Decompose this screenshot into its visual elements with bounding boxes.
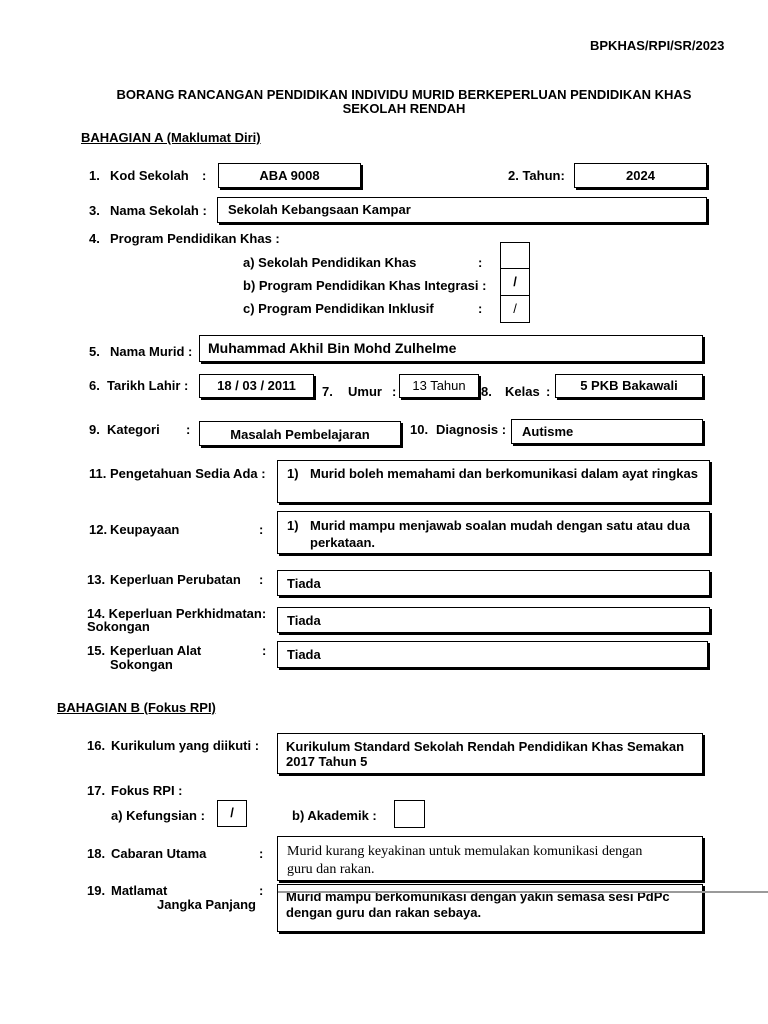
keperluan-perkhidmatan-field[interactable] — [277, 607, 710, 633]
keperluan-perubatan-label: Keperluan Perubatan — [110, 572, 241, 587]
colon: : — [262, 643, 267, 658]
diagnosis-num: 10. — [410, 422, 429, 437]
cabaran-num: 18. — [87, 846, 106, 861]
colon: : — [478, 255, 483, 270]
kurikulum-value-line1: Kurikulum Standard Sekolah Rendah Pendidikan Khas Semakan — [286, 739, 685, 754]
keperluan-perkhidmatan-value: Tiada — [287, 613, 321, 628]
kelas-num: 8. — [481, 384, 492, 399]
kefungsian-label: a) Kefungsian : — [111, 808, 205, 823]
form-title-line1: BORANG RANCANGAN PENDIDIKAN INDIVIDU MURID BERKEPERLUAN PENDIDIKAN KHAS — [116, 87, 692, 102]
kod-sekolah-value: ABA 9008 — [259, 168, 320, 183]
matlamat-num: 19. — [87, 883, 106, 898]
colon: : — [259, 572, 264, 587]
keupayaan-num: 12. — [89, 522, 108, 537]
keupayaan-item-num: 1) — [287, 518, 299, 533]
pengetahuan-value: Murid boleh memahami dan berkomunikasi dalam ayat ringkas — [310, 466, 698, 481]
keperluan-perubatan-field[interactable] — [277, 570, 710, 596]
diagnosis-value: Autisme — [522, 424, 574, 439]
cabaran-value-line1: Murid kurang keyakinan untuk memulakan komunikasi dengan — [287, 844, 643, 859]
colon: : — [259, 883, 264, 898]
keupayaan-field[interactable] — [277, 511, 710, 554]
cabaran-value-line2: guru dan rakan. — [287, 862, 375, 877]
pengetahuan-num: 11. — [89, 466, 107, 481]
umur-value: 13 Tahun — [412, 378, 466, 393]
kategori-num: 9. — [89, 422, 100, 437]
kategori-label: Kategori — [107, 422, 160, 437]
kategori-value: Masalah Pembelajaran — [230, 427, 370, 442]
tahun-label: 2. Tahun: — [508, 168, 565, 183]
colon: : — [546, 384, 551, 399]
kategori-field[interactable] — [199, 421, 401, 446]
tarikh-lahir-label: Tarikh Lahir : — [107, 378, 189, 393]
tahun-field[interactable] — [574, 163, 707, 188]
keupayaan-value-line1: Murid mampu menjawab soalan mudah dengan satu atau dua — [310, 518, 690, 533]
cabaran-label: Cabaran Utama — [111, 846, 207, 861]
kelas-value: 5 PKB Bakawali — [580, 378, 678, 393]
keupayaan-label: Keupayaan — [110, 522, 180, 537]
matlamat-label-line1: Matlamat — [111, 883, 168, 898]
akademik-label: b) Akademik : — [292, 808, 377, 823]
program-option-b-checkbox[interactable] — [500, 268, 530, 296]
kefungsian-checkbox[interactable] — [217, 800, 247, 827]
nama-sekolah-label: Nama Sekolah : — [110, 203, 207, 218]
kod-sekolah-num: 1. — [89, 168, 100, 183]
diagnosis-field[interactable] — [511, 419, 703, 444]
nama-sekolah-num: 3. — [89, 203, 100, 218]
nama-murid-value: Muhammad Akhil Bin Mohd Zulhelme — [208, 340, 457, 356]
colon: : — [259, 522, 264, 537]
program-option-a-label: a) Sekolah Pendidikan Khas — [243, 255, 417, 270]
colon: : — [259, 846, 264, 861]
colon: : — [202, 168, 207, 183]
section-b-heading: BAHAGIAN B (Fokus RPI) — [57, 700, 216, 715]
nama-murid-num: 5. — [89, 344, 100, 359]
pengetahuan-label: Pengetahuan Sedia Ada : — [110, 466, 266, 481]
tarikh-lahir-value: 18 / 03 / 2011 — [217, 378, 296, 393]
program-option-c-label: c) Program Pendidikan Inklusif — [243, 301, 434, 316]
nama-sekolah-field[interactable] — [217, 197, 707, 223]
umur-num: 7. — [322, 384, 333, 399]
keperluan-alat-label-line2: Sokongan — [110, 657, 173, 672]
pengetahuan-item-num: 1) — [287, 466, 299, 481]
document-code: BPKHAS/RPI/SR/2023 — [590, 38, 725, 53]
matlamat-label-line2: Jangka Panjang — [157, 897, 256, 912]
tarikh-lahir-field[interactable] — [199, 374, 314, 398]
program-option-a-checkbox[interactable] — [500, 242, 530, 269]
keperluan-alat-field[interactable] — [277, 641, 708, 668]
colon: : — [478, 301, 483, 316]
kurikulum-value-line2: 2017 Tahun 5 — [286, 754, 368, 769]
kod-sekolah-label: Kod Sekolah — [110, 168, 189, 183]
fokus-rpi-label: Fokus RPI : — [111, 783, 183, 798]
umur-field[interactable] — [399, 374, 479, 398]
program-option-b-mark: / — [513, 274, 517, 289]
program-option-c-checkbox[interactable] — [500, 295, 530, 323]
keperluan-perkhidmatan-label-line2: Sokongan — [87, 619, 150, 634]
kelas-field[interactable] — [555, 374, 703, 398]
strike-line — [278, 891, 768, 893]
keperluan-alat-num: 15. — [87, 643, 106, 658]
umur-label: Umur — [348, 384, 382, 399]
keperluan-alat-value: Tiada — [287, 647, 321, 662]
matlamat-value-line1: Murid mampu berkomunikasi dengan yakin semasa sesi PdPc — [286, 889, 670, 904]
keupayaan-value-line2: perkataan. — [310, 535, 376, 550]
form-title-line2: SEKOLAH RENDAH — [342, 101, 466, 116]
program-option-b-label: b) Program Pendidikan Khas Integrasi : — [243, 278, 487, 293]
colon: : — [186, 422, 191, 437]
colon: : — [392, 384, 397, 399]
keperluan-perubatan-num: 13. — [87, 572, 106, 587]
keperluan-perkhidmatan-label-line1: 14. Keperluan Perkhidmatan: — [87, 606, 267, 621]
fokus-rpi-num: 17. — [87, 783, 106, 798]
kefungsian-mark: / — [230, 805, 234, 820]
kod-sekolah-field[interactable] — [218, 163, 361, 188]
kurikulum-field[interactable] — [277, 733, 703, 774]
program-option-c-mark: / — [513, 301, 517, 316]
nama-murid-field[interactable] — [199, 335, 703, 362]
pengetahuan-field[interactable] — [277, 460, 710, 503]
tahun-value: 2024 — [626, 168, 655, 183]
tarikh-lahir-num: 6. — [89, 378, 100, 393]
kelas-label: Kelas — [505, 384, 540, 399]
nama-murid-label: Nama Murid : — [110, 344, 193, 359]
kurikulum-label: Kurikulum yang diikuti : — [111, 738, 260, 753]
keperluan-perubatan-value: Tiada — [287, 576, 321, 591]
section-a-heading: BAHAGIAN A (Maklumat Diri) — [81, 130, 261, 145]
keperluan-alat-label-line1: Keperluan Alat — [110, 643, 202, 658]
kurikulum-num: 16. — [87, 738, 106, 753]
program-label: Program Pendidikan Khas : — [110, 231, 280, 246]
program-num: 4. — [89, 231, 100, 246]
cabaran-field[interactable] — [277, 836, 703, 881]
matlamat-value-line2: dengan guru dan rakan sebaya. — [286, 905, 482, 920]
nama-sekolah-value: Sekolah Kebangsaan Kampar — [228, 202, 411, 217]
akademik-checkbox[interactable] — [394, 800, 425, 828]
diagnosis-label: Diagnosis : — [436, 422, 507, 437]
